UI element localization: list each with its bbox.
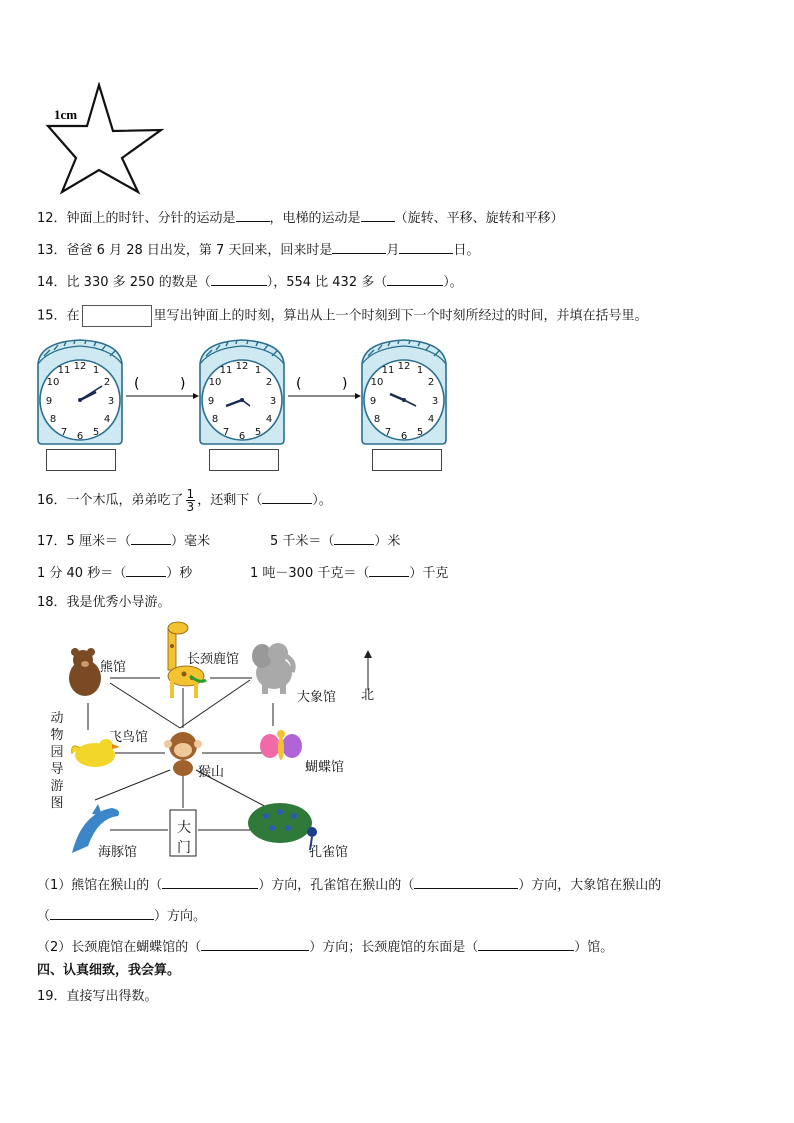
question-18-2: （2）长颈鹿馆在蝴蝶馆的（ ）方向；长颈鹿馆的东面是（ ）馆。 xyxy=(37,936,613,957)
bear-icon xyxy=(69,648,101,696)
svg-text:): ) xyxy=(342,376,348,392)
q17-blank-d[interactable] xyxy=(369,562,409,577)
q17-blank-a[interactable] xyxy=(131,530,171,545)
q18-2-blank-2[interactable] xyxy=(478,936,574,951)
question-18-1-cont: （ ）方向。 xyxy=(37,905,206,926)
label-butterfly: 蝴蝶馆 xyxy=(305,760,345,775)
elephant-icon xyxy=(252,643,293,694)
question-16: 16．一个木瓜，弟弟吃了 $\frac{1}{3}$ ，还剩下（ ）。 xyxy=(37,487,332,514)
butterfly-icon xyxy=(260,730,302,760)
question-13: 13．爸爸 6 月 28 日出发，第 7 天回来，回来时是 月 日。 xyxy=(37,239,479,260)
label-bear: 熊馆 xyxy=(100,660,127,675)
svg-text:(: ( xyxy=(134,376,140,392)
q18-1-blank-3[interactable] xyxy=(50,905,154,920)
svg-text:(: ( xyxy=(296,376,302,392)
label-bird: 飞鸟馆 xyxy=(109,730,149,745)
q13-month-blank[interactable] xyxy=(332,239,386,254)
label-north: 北 xyxy=(361,688,375,703)
clock-2 xyxy=(200,340,284,444)
q18-2-blank-1[interactable] xyxy=(201,936,309,951)
q18-1-blank-1[interactable] xyxy=(162,874,258,889)
clock-1-answer-box[interactable] xyxy=(46,449,116,471)
question-17-b: 5 千米＝（ ）米 xyxy=(270,530,400,551)
clock-3 xyxy=(362,340,446,444)
question-18-1: （1）熊馆在猴山的（ ）方向，孔雀馆在猴山的（ ）方向，大象馆在猴山的 xyxy=(37,874,661,895)
label-dolphin: 海豚馆 xyxy=(98,845,138,860)
question-15: 15．在 里写出钟面上的时刻，算出从上一个时刻到下一个时刻所经过的时间，并填在括号里。 xyxy=(37,305,648,327)
q13-day-blank[interactable] xyxy=(399,239,453,254)
question-17-d: 1 吨－300 千克＝（ ）千克 xyxy=(250,562,448,583)
q12-blank-2[interactable] xyxy=(361,207,395,222)
label-peacock: 孔雀馆 xyxy=(309,845,349,860)
q14-blank-1[interactable] xyxy=(211,271,267,286)
label-monkey: 猴山 xyxy=(198,765,225,780)
fraction-one-third: $\frac{1}{3}$ xyxy=(186,487,195,514)
question-19: 19．直接写出得数。 xyxy=(37,989,158,1004)
question-12: 12．钟面上的时针、分针的运动是 ，电梯的运动是 （旋转、平移、旋转和平移） xyxy=(37,207,564,228)
q15-example-box xyxy=(82,305,152,327)
peacock-icon xyxy=(248,803,317,850)
q17-blank-c[interactable] xyxy=(126,562,166,577)
q17-blank-b[interactable] xyxy=(334,530,374,545)
section-4-title: 四、认真细致，我会算。 xyxy=(37,963,181,978)
q18-1-blank-2[interactable] xyxy=(414,874,518,889)
q16-blank[interactable] xyxy=(262,489,312,504)
svg-text:): ) xyxy=(180,376,186,392)
clock-1 xyxy=(38,340,122,444)
q12-blank-1[interactable] xyxy=(236,207,270,222)
question-17-a: 17．5 厘米＝（ ）毫米 xyxy=(37,530,210,551)
monkey-icon xyxy=(164,732,202,776)
north-arrow-icon xyxy=(364,650,372,658)
star-figure xyxy=(44,82,166,196)
map-title: 动物园导游图 xyxy=(50,711,64,811)
label-elephant: 大象馆 xyxy=(297,690,337,705)
question-18-title: 18．我是优秀小导游。 xyxy=(37,595,171,610)
question-14: 14．比 330 多 250 的数是（ ），554 比 432 多（ ）。 xyxy=(37,271,463,292)
star-size-label: 1cm xyxy=(54,107,78,122)
clock-2-answer-box[interactable] xyxy=(209,449,279,471)
label-giraffe: 长颈鹿馆 xyxy=(187,652,240,667)
clock-3-answer-box[interactable] xyxy=(372,449,442,471)
question-17-c: 1 分 40 秒＝（ ）秒 xyxy=(37,562,192,583)
label-gate: 大门 xyxy=(177,820,191,856)
q14-blank-2[interactable] xyxy=(387,271,443,286)
